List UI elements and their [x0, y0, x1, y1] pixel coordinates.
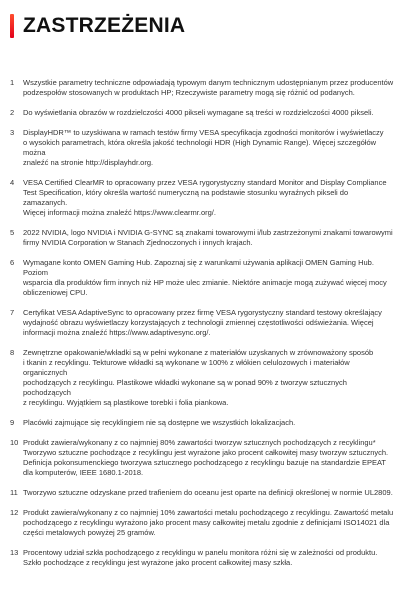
disclaimer-text: VESA Certified ClearMR to opracowany przez VESA rygorystyczny standard Monitor and Display Compliance Test Specification, który określa wartość numeryczną na podstawie stosunku wyraźnych pikseli do zamazanych. Więcej informacji można znaleźć https://www.clearmr.org/. [23, 178, 387, 217]
disclaimer-number: 13 [10, 548, 19, 557]
disclaimer-item [10, 178, 394, 218]
disclaimer-text: Zewnętrzne opakowanie/wkładki są w pełni wykonane z materiałów uzyskanych w zrównoważony sposób i tkanin z recyklingu. Tekturowe wkładki są wykonane w 100% z włókien celulozowych i materiałów organicznych pochodzących z recyklingu. Plastikowe wkładki wykonane są w ponad 90% z tworzyw sztucznych pochodzących z recyklingu. Wyjątkiem są plastikowe torebki i folia piankowa. [23, 348, 374, 407]
disclaimer-text: Wymagane konto OMEN Gaming Hub. Zapoznaj się z warunkami używania aplikacji OMEN Gaming Hub. Poziom wsparcia dla produktów firm innych niż HP może ulec zmianie. Niektóre animacje mogą zużywać więcej mocy obliczeniowej CPU. [23, 258, 387, 297]
disclaimer-text: Procentowy udział szkła pochodzącego z recyklingu w panelu monitora różni się w zależności od produktu. Szkło pochodzące z recyklingu jest wyrażone jako procent całkowitej masy szkła. [23, 548, 378, 567]
disclaimer-item [10, 308, 394, 338]
disclaimer-item [10, 258, 394, 298]
disclaimer-text: Produkt zawiera/wykonany z co najmniej 80% zawartości tworzyw sztucznych pochodzących z recyklingu* Tworzywo sztuczne pochodzące z recyklingu jest wyrażone jako procent całkowitej masy tworzyw sztucznych. Definicja pokonsumenckiego tworzywa sztucznego pochodzącego z recyklingu bazuje na standardzie EPEAT dla komputerów, IEEE 1680.1-2018. [23, 438, 389, 477]
disclaimer-text: Certyfikat VESA AdaptiveSync to opracowany przez firmę VESA rygorystyczny standard testowy określający wydajność obrazu wyświetlaczy korzystających z technologii zmiennej częstotliwości odświeżania. Więcej informacji można znaleźć https://www.adaptivesync.org/. [23, 308, 382, 337]
disclaimer-text: Tworzywo sztuczne odzyskane przed trafieniem do oceanu jest oparte na definicji określonej w normie UL2809. [23, 488, 393, 497]
disclaimer-number: 12 [10, 508, 19, 517]
disclaimer-number: 5 [10, 228, 15, 237]
page-header [10, 14, 185, 38]
accent-bar [10, 14, 14, 38]
disclaimer-number: 4 [10, 178, 15, 187]
disclaimer-text: Produkt zawiera/wykonany z co najmniej 10% zawartości metalu pochodzącego z recyklingu. Zawartość metalu pochodzącego z recyklingu wyrażono jako procent masy całkowitej metalu zgodnie z definicjami ISO14021 dla części metalowych powyżej 25 gramów. [23, 508, 394, 537]
disclaimer-number: 6 [10, 258, 15, 267]
disclaimer-item [10, 228, 394, 248]
disclaimer-text: 2022 NVIDIA, logo NVIDIA i NVIDIA G-SYNC są znakami towarowymi i/lub zastrzeżonymi znakami towarowymi firmy NVIDIA Corporation w Stanach Zjednoczonych i innych krajach. [23, 228, 393, 247]
disclaimer-number: 9 [10, 418, 15, 427]
disclaimer-number: 3 [10, 128, 15, 137]
disclaimer-item [10, 348, 394, 408]
disclaimer-item [10, 78, 394, 98]
disclaimer-number: 11 [10, 488, 18, 497]
page-title: ZASTRZEŻENIA [23, 14, 186, 37]
disclaimer-number: 10 [10, 438, 19, 447]
disclaimer-number: 1 [10, 78, 15, 87]
disclaimer-text: Wszystkie parametry techniczne odpowiadają typowym danym technicznym udostępnianym przez producentów podzespołów stosowanych w produktach HP; Rzeczywiste parametry mogą się różnić od podanych. [23, 78, 394, 97]
disclaimer-list [10, 78, 394, 568]
disclaimer-item [10, 508, 394, 538]
disclaimer-number: 8 [10, 348, 15, 357]
disclaimer-item [10, 128, 394, 168]
disclaimer-number: 7 [10, 308, 15, 317]
disclaimer-text: DisplayHDR™ to uzyskiwana w ramach testów firmy VESA specyfikacja zgodności monitorów i wyświetlaczy o wysokich parametrach, która określa jakość technologii HDR (High Dynamic Range). Więcej szczegółów można znaleźć na stronie http://displayhdr.org. [23, 128, 384, 167]
disclaimer-item [10, 108, 394, 118]
disclaimer-text: Placówki zajmujące się recyklingiem nie są dostępne we wszystkich lokalizacjach. [23, 418, 296, 427]
disclaimer-item [10, 418, 394, 428]
disclaimer-text: Do wyświetlania obrazów w rozdzielczości 4000 pikseli wymagane są treści w rozdzielczości 4000 pikseli. [23, 108, 374, 117]
disclaimer-item [10, 488, 394, 498]
disclaimer-item [10, 438, 394, 478]
disclaimer-number: 2 [10, 108, 15, 117]
disclaimer-item [10, 548, 394, 568]
